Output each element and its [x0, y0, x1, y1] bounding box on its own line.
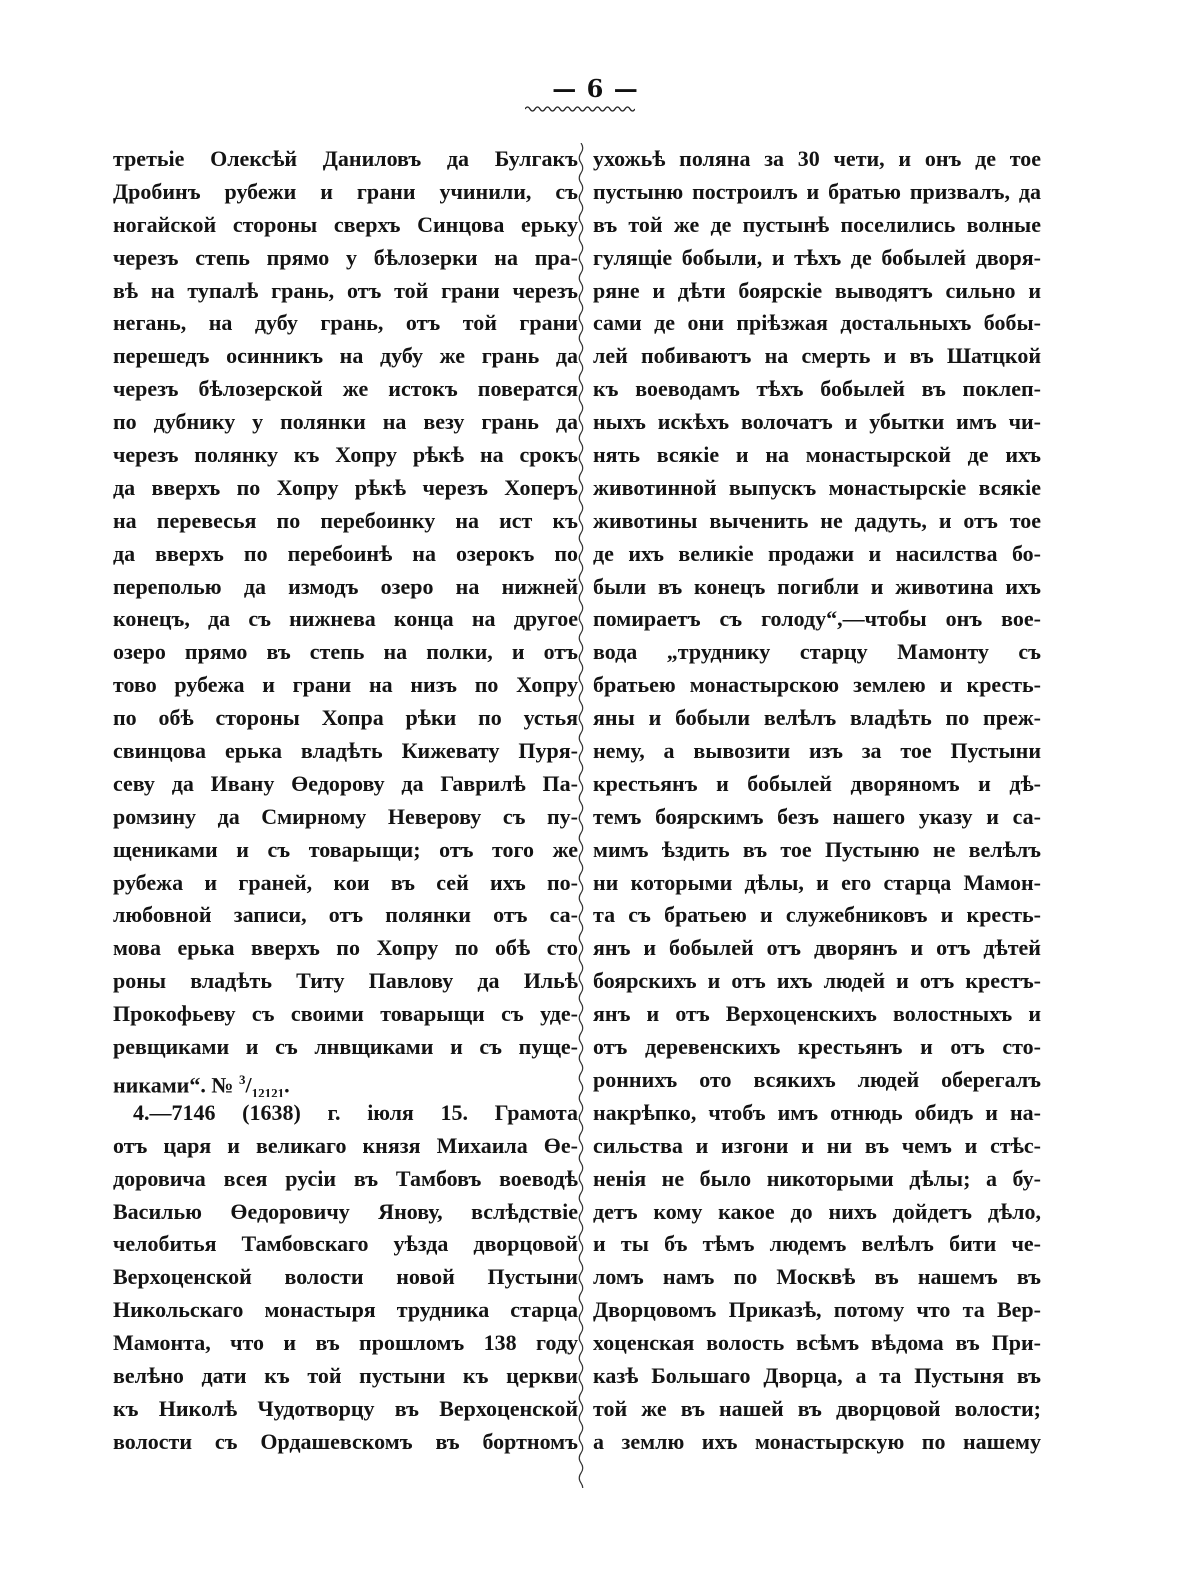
- text-line: сильства и изгони и ни въ чемъ и стѣс-: [593, 1132, 1041, 1158]
- text-line: севу да Ивану Өедорову да Гаврилѣ Па-: [113, 770, 578, 796]
- text-line: нему, а вывозити изъ за тое Пустыни: [593, 738, 1041, 764]
- text-line: мова ерька вверхъ по Хопру по обѣ сто: [113, 935, 578, 961]
- text-line: накрѣпко, чтобъ имъ отнюдь обидъ и на-: [593, 1099, 1041, 1125]
- doc-number-numerator: 3: [238, 1071, 246, 1087]
- text-line: любовной записи, отъ полянки отъ са-: [113, 902, 578, 928]
- text-line-end: никами“. №: [113, 1072, 234, 1097]
- text-line: пустыню построилъ и братью призвалъ, да: [593, 178, 1041, 204]
- text-line: ломъ намъ по Москвѣ въ нашемъ въ: [593, 1264, 1041, 1290]
- text-line: на перевесья по перебоинку на ист къ: [113, 507, 578, 533]
- text-line: ни которыми дѣлы, и его старца Мамон-: [593, 869, 1041, 895]
- text-line: по дубнику у полянки на везу грань да: [113, 409, 578, 435]
- text-line: свинцова ерька владѣть Кижевату Пуря-: [113, 738, 578, 764]
- text-line: сами де они пріѣзжая достальныхъ бобы-: [593, 310, 1041, 336]
- text-line: ненія не было никоторыми дѣлы; а бу-: [593, 1165, 1041, 1191]
- text-line: роны владѣть Титу Павлову да Ильѣ: [113, 968, 578, 994]
- text-line: велѣно дати къ той пустыни къ церкви: [113, 1362, 578, 1388]
- text-line: Василью Өедоровичу Янову, вслѣдствіе: [113, 1198, 578, 1224]
- text-line: хоценская волость всѣмъ вѣдома въ При-: [593, 1330, 1041, 1356]
- text-line: доровича всея русіи въ Тамбовъ воеводѣ: [113, 1165, 578, 1191]
- text-line: роннихъ ото всякихъ людей оберегалъ: [593, 1066, 1041, 1092]
- text-line: животинной выпускъ монастырскіе всякіе: [593, 474, 1041, 500]
- text-line: детъ кому какое до нихъ дойдетъ дѣло,: [593, 1198, 1041, 1224]
- text-line: да вверхъ по перебоинѣ на озерокъ по: [113, 540, 578, 566]
- text-line: животины выченить не дадуть, и отъ тое: [593, 507, 1041, 533]
- header-ornament: [525, 104, 635, 114]
- text-line: Мамонта, что и въ прошломъ 138 году: [113, 1330, 578, 1356]
- text-line: Верхоценской волости новой Пустыни: [113, 1264, 578, 1290]
- text-line: черезъ бѣлозерской же истокъ повератся: [113, 376, 578, 402]
- text-line: тово рубежа и грани на низъ по Хопру: [113, 672, 578, 698]
- text-line: челобитья Тамбовскаго уѣзда дворцовой: [113, 1231, 578, 1257]
- text-line: нять всякіе и на монастырской де ихъ: [593, 442, 1041, 468]
- page-number: — 6 —: [552, 74, 639, 103]
- text-line: черезъ полянку къ Хопру рѣкѣ на срокъ: [113, 442, 578, 468]
- text-line: вода „труднику старцу Мамонту съ: [593, 639, 1041, 665]
- text-line: Дробинъ рубежи и грани учинили, съ: [113, 178, 578, 204]
- text-line: де ихъ великіе продажи и насилства бо-: [593, 540, 1041, 566]
- text-line: ногайской стороны сверхъ Синцова ерьку: [113, 211, 578, 237]
- text-line: Никольскаго монастыря трудника старца: [113, 1297, 578, 1323]
- text-line: лей побиваютъ на смерть и въ Шатцкой: [593, 343, 1041, 369]
- text-line: вѣ на тупалѣ грань, отъ той грани черезъ: [113, 277, 578, 303]
- text-line: переполью да измодъ озеро на нижней: [113, 573, 578, 599]
- text-line: отъ царя и великаго князя Михаила Өе-: [113, 1132, 578, 1158]
- text-line: яны и бобыли велѣлъ владѣть по преж-: [593, 705, 1041, 731]
- doc-number-denominator: 12121: [251, 1085, 285, 1097]
- text-line: ревщиками и съ лнвщиками и съ пуще-: [113, 1034, 578, 1060]
- text-line: были въ конецъ погибли и животина ихъ: [593, 573, 1041, 599]
- text-line: ряне и дѣти боярскіе выводятъ сильно и: [593, 277, 1041, 303]
- text-line: гулящіе бобыли, и тѣхъ де бобылей дворя-: [593, 244, 1041, 270]
- document-number-line: никами“. № $^3/_{12121}$.: [113, 1064, 578, 1097]
- text-line: темъ боярскимъ безъ нашего указу и са-: [593, 803, 1041, 829]
- text-line: къ воеводамъ тѣхъ бобылей въ поклеп-: [593, 376, 1041, 402]
- text-line: янъ и бобылей отъ дворянъ и отъ дѣтей: [593, 935, 1041, 961]
- text-line: боярскихъ и отъ ихъ людей и отъ крестъ-: [593, 968, 1041, 994]
- text-line: а землю ихъ монастырскую по нашему: [593, 1428, 1041, 1454]
- text-line: крестьянъ и бобылей дворяномъ и дѣ-: [593, 770, 1041, 796]
- text-line: помираетъ съ голоду“,—чтобы онъ вое-: [593, 606, 1041, 632]
- text-line: и ты бъ тѣмъ людемъ велѣлъ бити че-: [593, 1231, 1041, 1257]
- text-line: отъ деревенскихъ крестьянъ и отъ сто-: [593, 1034, 1041, 1060]
- text-line: Прокофьеву съ своими товарыщи съ уде-: [113, 1001, 578, 1027]
- text-line: конецъ, да съ нижнева конца на другое: [113, 606, 578, 632]
- text-line: той же въ нашей въ дворцовой волости;: [593, 1395, 1041, 1421]
- text-line: волости съ Ордашевскомъ въ бортномъ: [113, 1428, 578, 1454]
- text-line: та съ братьею и служебниковъ и кресть-: [593, 902, 1041, 928]
- text-line: озеро прямо въ степь на полки, и отъ: [113, 639, 578, 665]
- text-line: перешедъ осинникъ на дубу же грань да: [113, 343, 578, 369]
- text-line: казѣ Большаго Дворца, а та Пустыня въ: [593, 1362, 1041, 1388]
- right-column: [593, 143, 1041, 1459]
- text-line: рубежа и граней, кои въ сей ихъ по-: [113, 869, 578, 895]
- text-line: къ Николѣ Чудотворцу въ Верхоценской: [113, 1395, 578, 1421]
- text-line: щениками и съ товарыщи; отъ того же: [113, 836, 578, 862]
- text-line: ромзину да Смирному Неверову съ пу-: [113, 803, 578, 829]
- text-line: третьіе Олексѣй Даниловъ да Булгакъ: [113, 146, 578, 171]
- text-line: братьею монастырскою землею и кресть-: [593, 672, 1041, 698]
- text-line: ныхъ искѣхъ волочатъ и убытки имъ чи-: [593, 409, 1041, 435]
- text-line: негань, на дубу грань, отъ той грани: [113, 310, 578, 336]
- text-line: въ той же де пустынѣ поселились волные: [593, 211, 1041, 237]
- page-header: [0, 74, 1191, 103]
- text-line: черезъ степь прямо у бѣлозерки на пра-: [113, 244, 578, 270]
- text-line: ухожьѣ поляна за 30 чети, и онъ де тое: [593, 146, 1041, 171]
- document-heading-line: 4.—7146 (1638) г. іюля 15. Грамота: [133, 1099, 578, 1125]
- text-line: мимъ ѣздить въ тое Пустыню не велѣлъ: [593, 836, 1041, 862]
- text-line: по обѣ стороны Хопра рѣки по устья: [113, 705, 578, 731]
- text-line: янъ и отъ Верхоценскихъ волостныхъ и: [593, 1001, 1041, 1027]
- text-line: Дворцовомъ Приказѣ, потому что та Вер-: [593, 1297, 1041, 1323]
- column-divider: [574, 143, 588, 1488]
- left-column: [113, 143, 578, 1459]
- text-line: да вверхъ по Хопру рѣкѣ черезъ Хоперъ: [113, 474, 578, 500]
